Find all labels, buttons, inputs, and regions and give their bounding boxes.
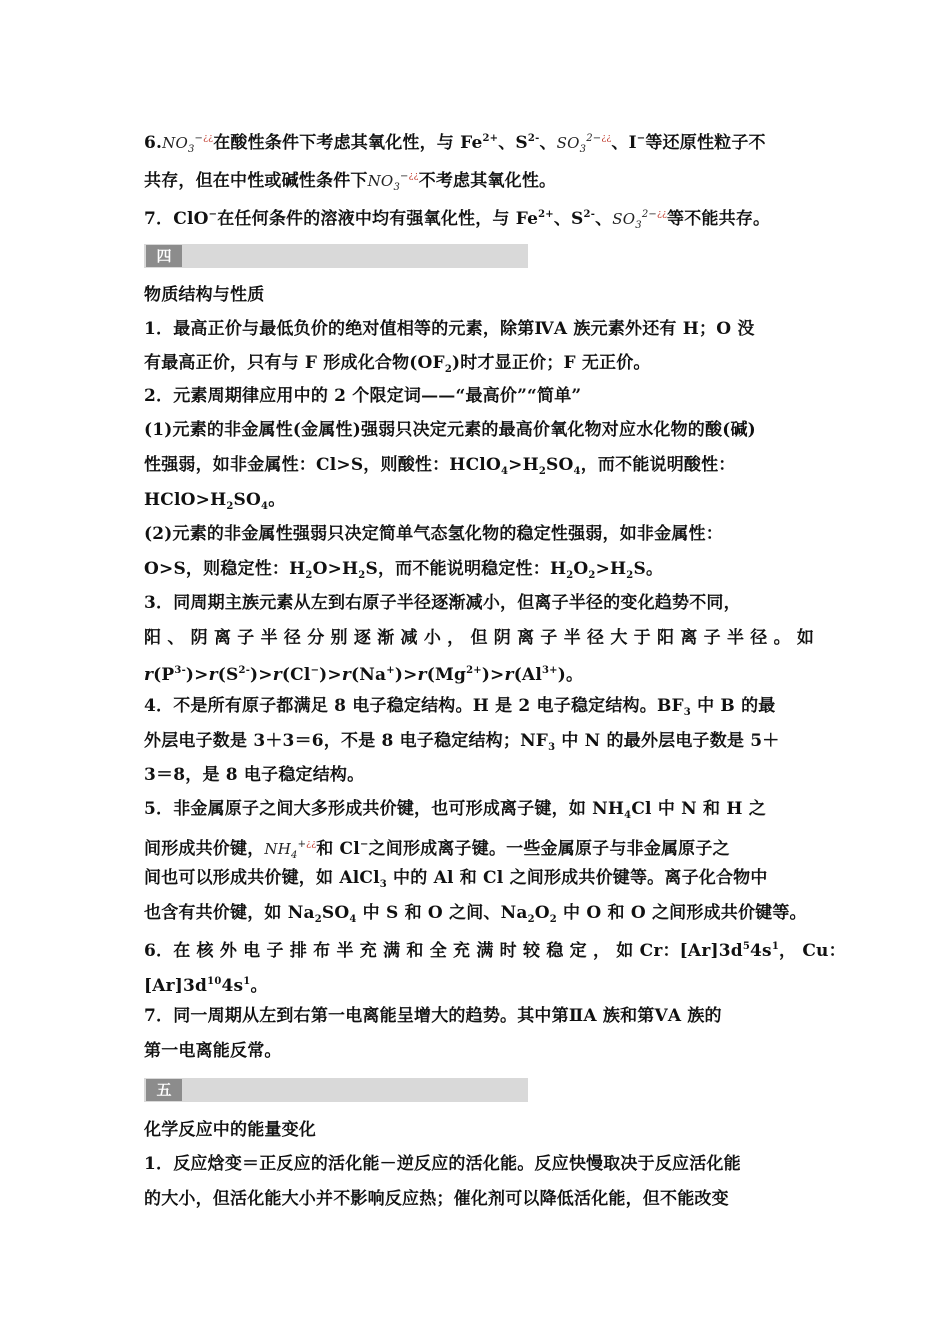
text-line: 7．ClO−在任何条件的溶液中均有强氧化性，与 $Fe^{2+}$、$S^{2-}$、$SO_3^{2-¿¿}$等不能共存。 [144, 209, 771, 231]
text-line: 1．反应焓变＝正反应的活化能－逆反应的活化能。反应快慢取决于反应活化能 [144, 1154, 741, 1174]
text-line: $r(P^{3-})>r(S^{2-})>r(Cl^-)>r(Na^+)>r(Mg^{2+})>r(Al^{3+})$。 [144, 665, 584, 685]
text-line: $[Ar]3d^{10}4s^1$。 [144, 976, 268, 996]
text-line: 也含有共价键，如 $Na_2SO_4$ 中 S 和 O 之间、$Na_2O_2$ 中 O 和 O 之间形成共价键等。 [144, 903, 807, 925]
text-line: 的大小，但活化能大小并不影响反应热；催化剂可以降低活化能，但不能改变 [144, 1189, 729, 1209]
text-line: $HClO>H_2SO_4$。 [144, 490, 286, 512]
text-line: 物质结构与性质 [144, 285, 265, 305]
text-line: 外层电子数是 3＋3＝6，不是 8 电子稳定结构；$NF_3$ 中 N 的最外层电子数是 5＋ [144, 731, 780, 753]
text-line: 有最高正价，只有与 F 形成化合物$(OF_2)$时才显正价；F 无正价。 [144, 353, 651, 375]
text-line: 第一电离能反常。 [144, 1041, 282, 1061]
section-number-badge: 五 [146, 1079, 182, 1101]
text-line: 6．在 核 外 电 子 排 布 半 充 满 和 全 充 满 时 较 稳 定 ， 如 Cr：$[Ar]3d^54s^1$， Cu： [144, 941, 846, 961]
text-line: (2)元素的非金属性强弱只决定简单气态氢化物的稳定性强弱，如非金属性： [144, 524, 723, 544]
section-header-bar [144, 244, 528, 268]
text-line: $6.NO_3^{-¿¿}$在酸性条件下考虑其氧化性，与 $Fe^{2+}$、$S^{2-}$、$SO_3^{2-¿¿}$、I−等还原性粒子不 [144, 133, 766, 155]
text-line: 2．元素周期律应用中的 2 个限定词——“最高价”“简单” [144, 386, 582, 406]
text-line: O>S，则稳定性：$H_2O>H_2S$，而不能说明稳定性：$H_2O_2>H_2S$。 [144, 559, 664, 581]
text-line: 化学反应中的能量变化 [144, 1120, 316, 1140]
text-line: 3＝8，是 8 电子稳定结构。 [144, 765, 365, 785]
text-line: 间也可以形成共价键，如 AlCl$_3$ 中的 Al 和 Cl 之间形成共价键等。离子化合物中 [144, 868, 768, 890]
text-line: 3．同周期主族元素从左到右原子半径逐渐减小，但离子半径的变化趋势不同， [144, 593, 741, 613]
text-line: (1)元素的非金属性(金属性)强弱只决定元素的最高价氧化物对应水化物的酸(碱) [144, 420, 756, 440]
text-line: 阳 、 阴 离 子 半 径 分 别 逐 渐 减 小 ， 但 阴 离 子 半 径 大 于 阳 离 子 半 径 。 如 [144, 628, 815, 648]
text-line: 共存，但在中性或碱性条件下$NO_3^{-¿¿}$不考虑其氧化性。 [144, 171, 557, 193]
text-line: 性强弱，如非金属性：Cl>S，则酸性：$HClO_4>H_2SO_4$，而不能说明酸性： [144, 455, 736, 477]
text-line: 7．同一周期从左到右第一电离能呈增大的趋势。其中第ⅡA 族和第ⅤA 族的 [144, 1006, 722, 1026]
text-line: 1．最高正价与最低负价的绝对值相等的元素，除第ⅣA 族元素外还有 H；O 没 [144, 319, 755, 339]
section-header-bar [144, 1078, 528, 1102]
section-number-badge: 四 [146, 245, 182, 267]
text-line: 4．不是所有原子都满足 8 电子稳定结构。H 是 2 电子稳定结构。$BF_3$ 中 B 的最 [144, 696, 776, 718]
text-line: 间形成共价键，$NH_4^{+¿¿}$和 Cl−之间形成离子键。一些金属原子与非金属原子之 [144, 839, 730, 861]
text-line: 5．非金属原子之间大多形成共价键，也可形成离子键，如 $NH_4Cl$ 中 N 和 H 之 [144, 799, 766, 821]
